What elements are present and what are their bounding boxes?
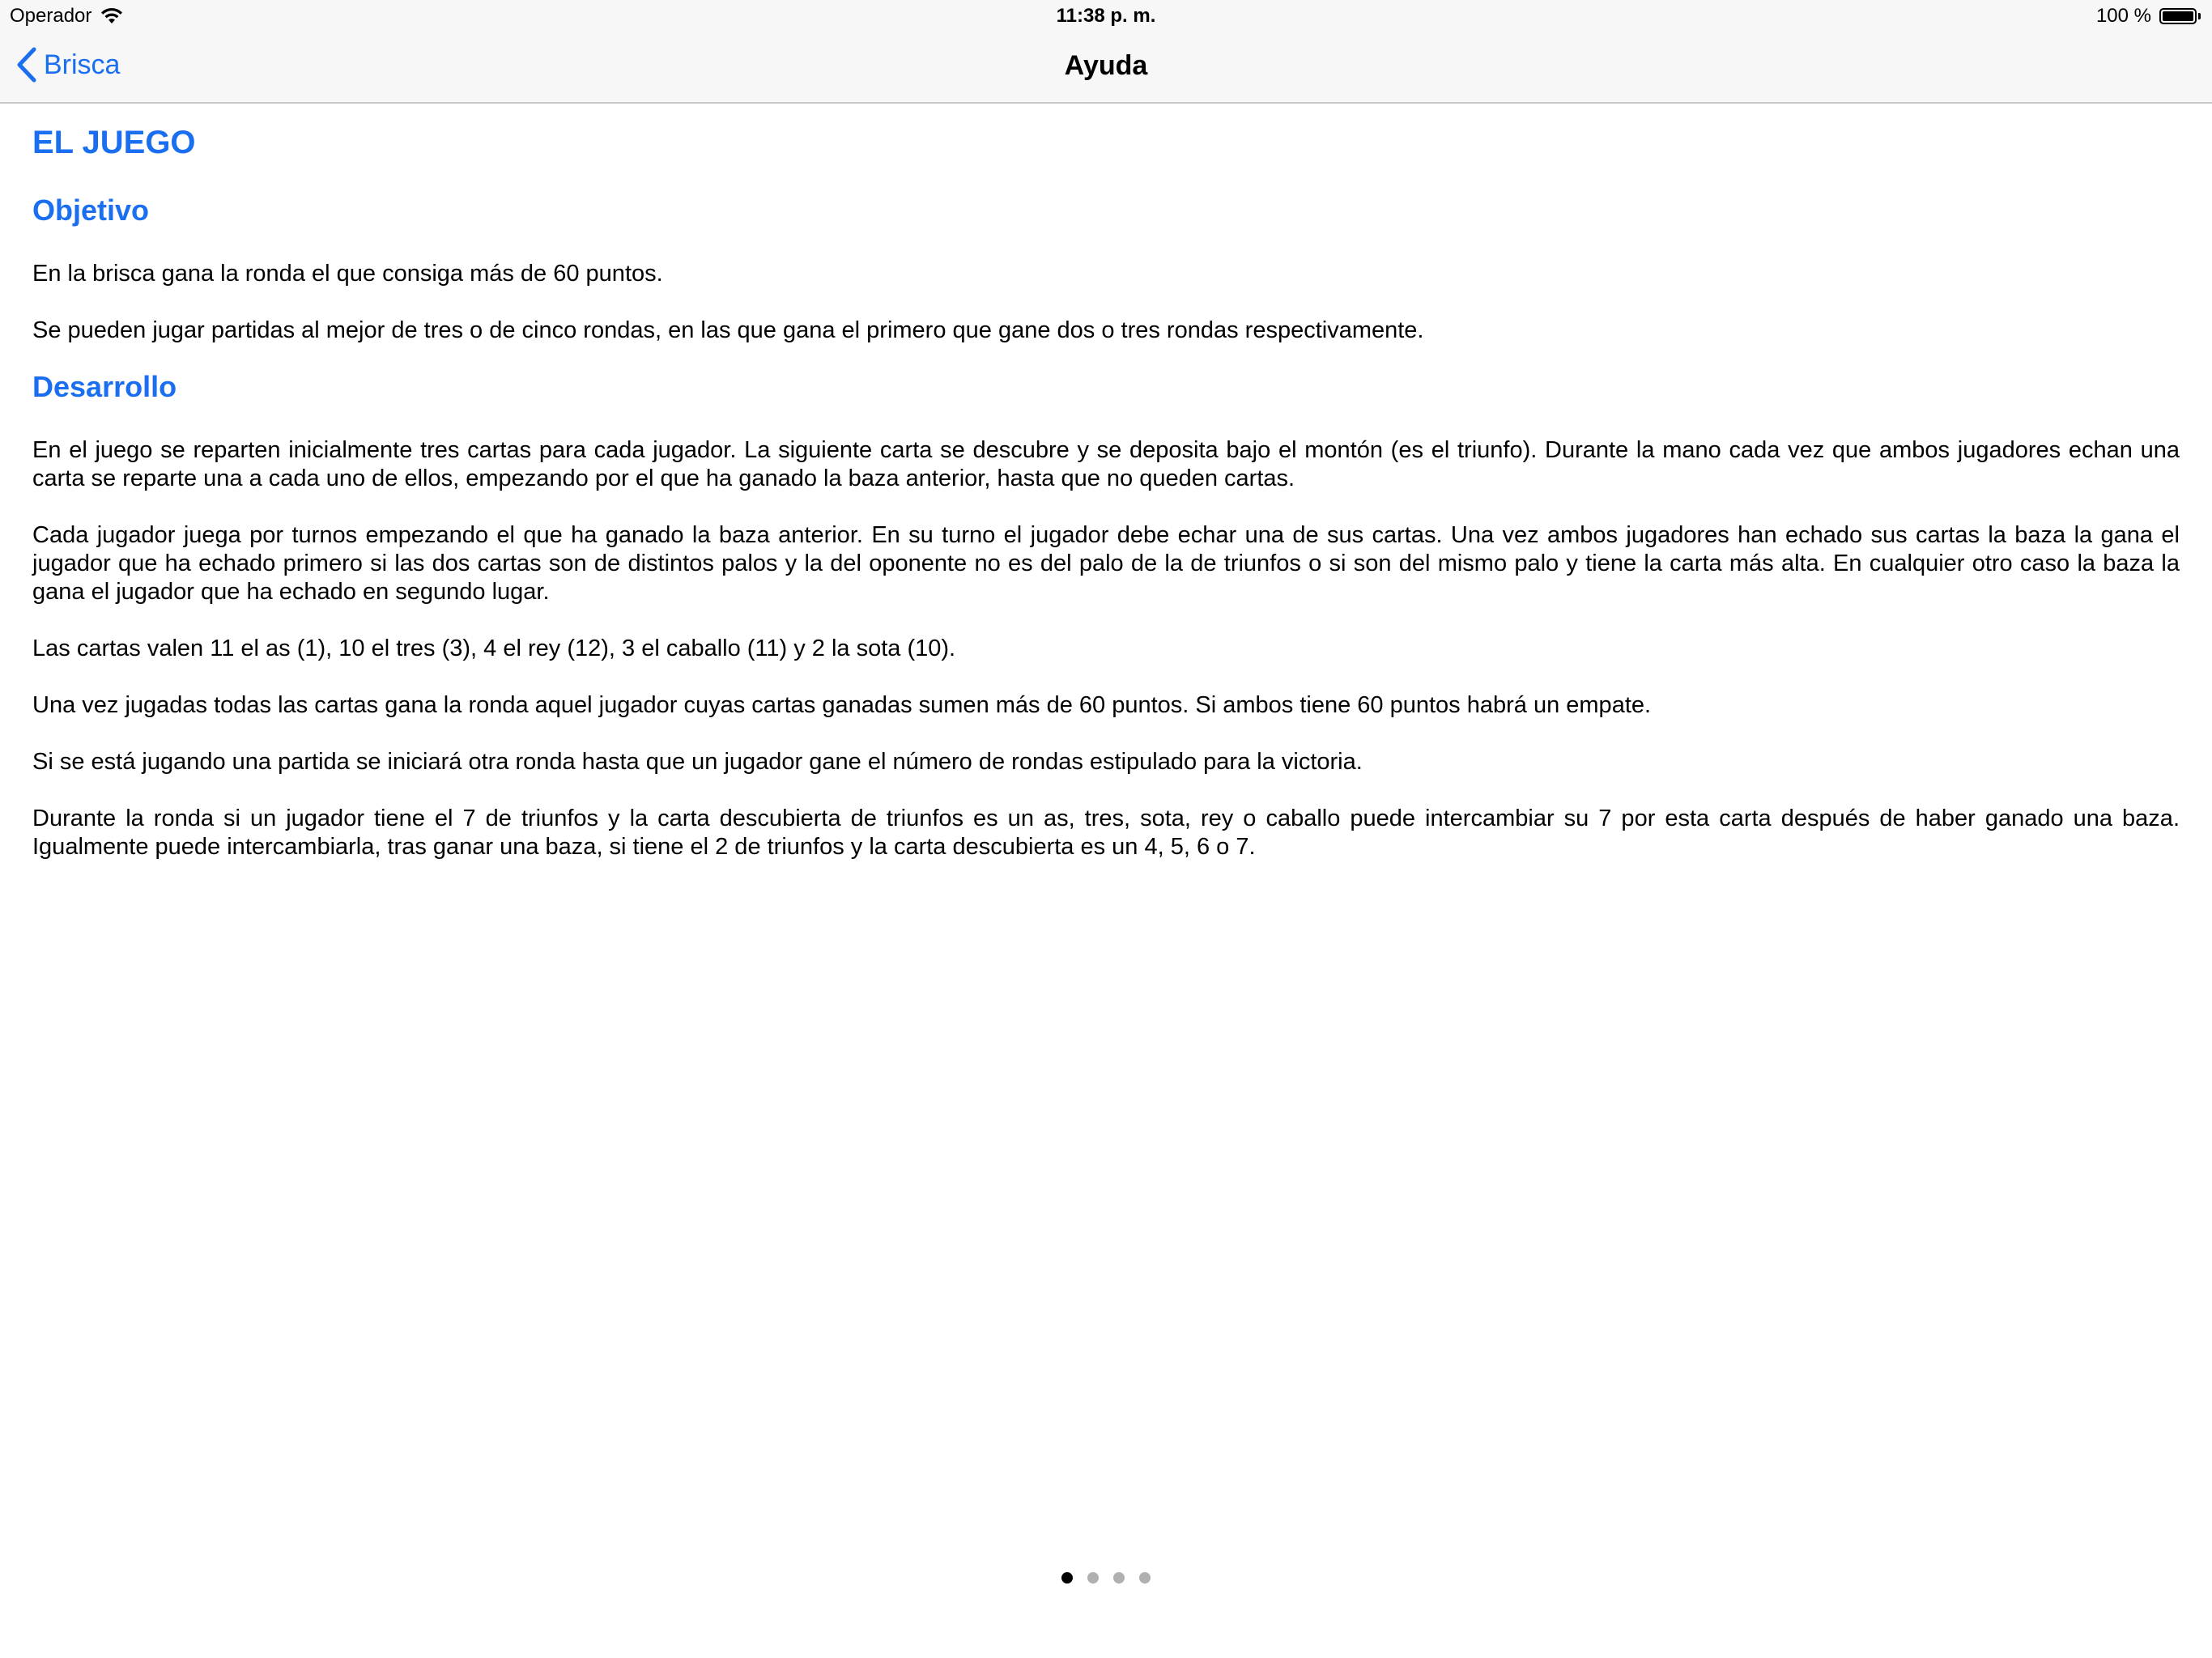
page-dot[interactable]	[1061, 1572, 1073, 1584]
page-title: Ayuda	[1064, 50, 1148, 81]
help-content	[32, 104, 2180, 861]
battery-percent: 100 %	[2095, 5, 2151, 27]
desarrollo-paragraph: Si se está jugando una partida se iniciará otra ronda hasta que un jugador gane el número de rondas estipulado para la victoria.	[32, 749, 1363, 776]
desarrollo-paragraph: Durante la ronda si un jugador tiene el 7 de triunfos y la carta descubierta de triunfos es un as, tres, sota, rey o caballo puede intercambiar su 7 por esta carta después de haber ganado una baza. Igualmente puede intercambiarla, tras ganar una baza, si tiene el 2 de triunfos y la carta descubierta es un 4, 5, 6 o 7.	[32, 806, 2180, 861]
desarrollo-paragraph: Las cartas valen 11 el as (1), 10 el tres (3), 4 el rey (12), 3 el caballo (11) y 2 la sota (10).	[32, 636, 956, 662]
status-right	[2096, 5, 2201, 28]
desarrollo-paragraph: Cada jugador juega por turnos empezando el que ha ganado la baza anterior. En su turno el jugador debe echar una de sus cartas. Una vez ambos jugadores han echado sus cartas la baza la gana el jugador que ha echado primero si las dos cartas son de distintos palos y la del oponente no es del palo de la de triunfos o si son del mismo palo y tiene la carta más alta. En cualquier otro caso la baza la gana el jugador que ha echado en segundo lugar.	[32, 522, 2180, 606]
battery-nub	[2198, 13, 2201, 19]
objetivo-title: Objetivo	[32, 193, 150, 227]
desarrollo-title: Desarrollo	[32, 370, 177, 404]
desarrollo-paragraph: En el juego se reparten inicialmente tres cartas para cada jugador. La siguiente carta se descubre y se deposita bajo el montón (es el triunfo). Durante la mano cada vez que ambos jugadores echan una carta se reparte una a cada uno de ellos, empezando por el que ha ganado la baza anterior, hasta que no queden cartas.	[32, 437, 2180, 492]
battery-icon	[2159, 8, 2197, 24]
objetivo-paragraph: En la brisca gana la ronda el que consiga más de 60 puntos.	[32, 261, 663, 287]
status-time: 11:38 p. m.	[1056, 5, 1156, 27]
page-dot[interactable]	[1113, 1572, 1125, 1584]
desarrollo-paragraph: Una vez jugadas todas las cartas gana la ronda aquel jugador cuyas cartas ganadas sumen más de 60 puntos. Si ambos tiene 60 puntos habrá un empate.	[32, 692, 1652, 719]
page-dot[interactable]	[1087, 1572, 1099, 1584]
objetivo-paragraph: Se pueden jugar partidas al mejor de tres o de cinco rondas, en las que gana el primero que gane dos o tres rondas respectivamente.	[32, 317, 1424, 344]
battery-fill	[2163, 11, 2193, 21]
status-bar	[0, 0, 2212, 32]
back-button-label: Brisca	[44, 49, 121, 80]
navigation-bar	[0, 32, 2212, 104]
page-control[interactable]	[0, 1572, 2212, 1584]
page-dot[interactable]	[1139, 1572, 1151, 1584]
carrier-name: Operador	[10, 5, 92, 27]
section-title: EL JUEGO	[32, 125, 196, 160]
